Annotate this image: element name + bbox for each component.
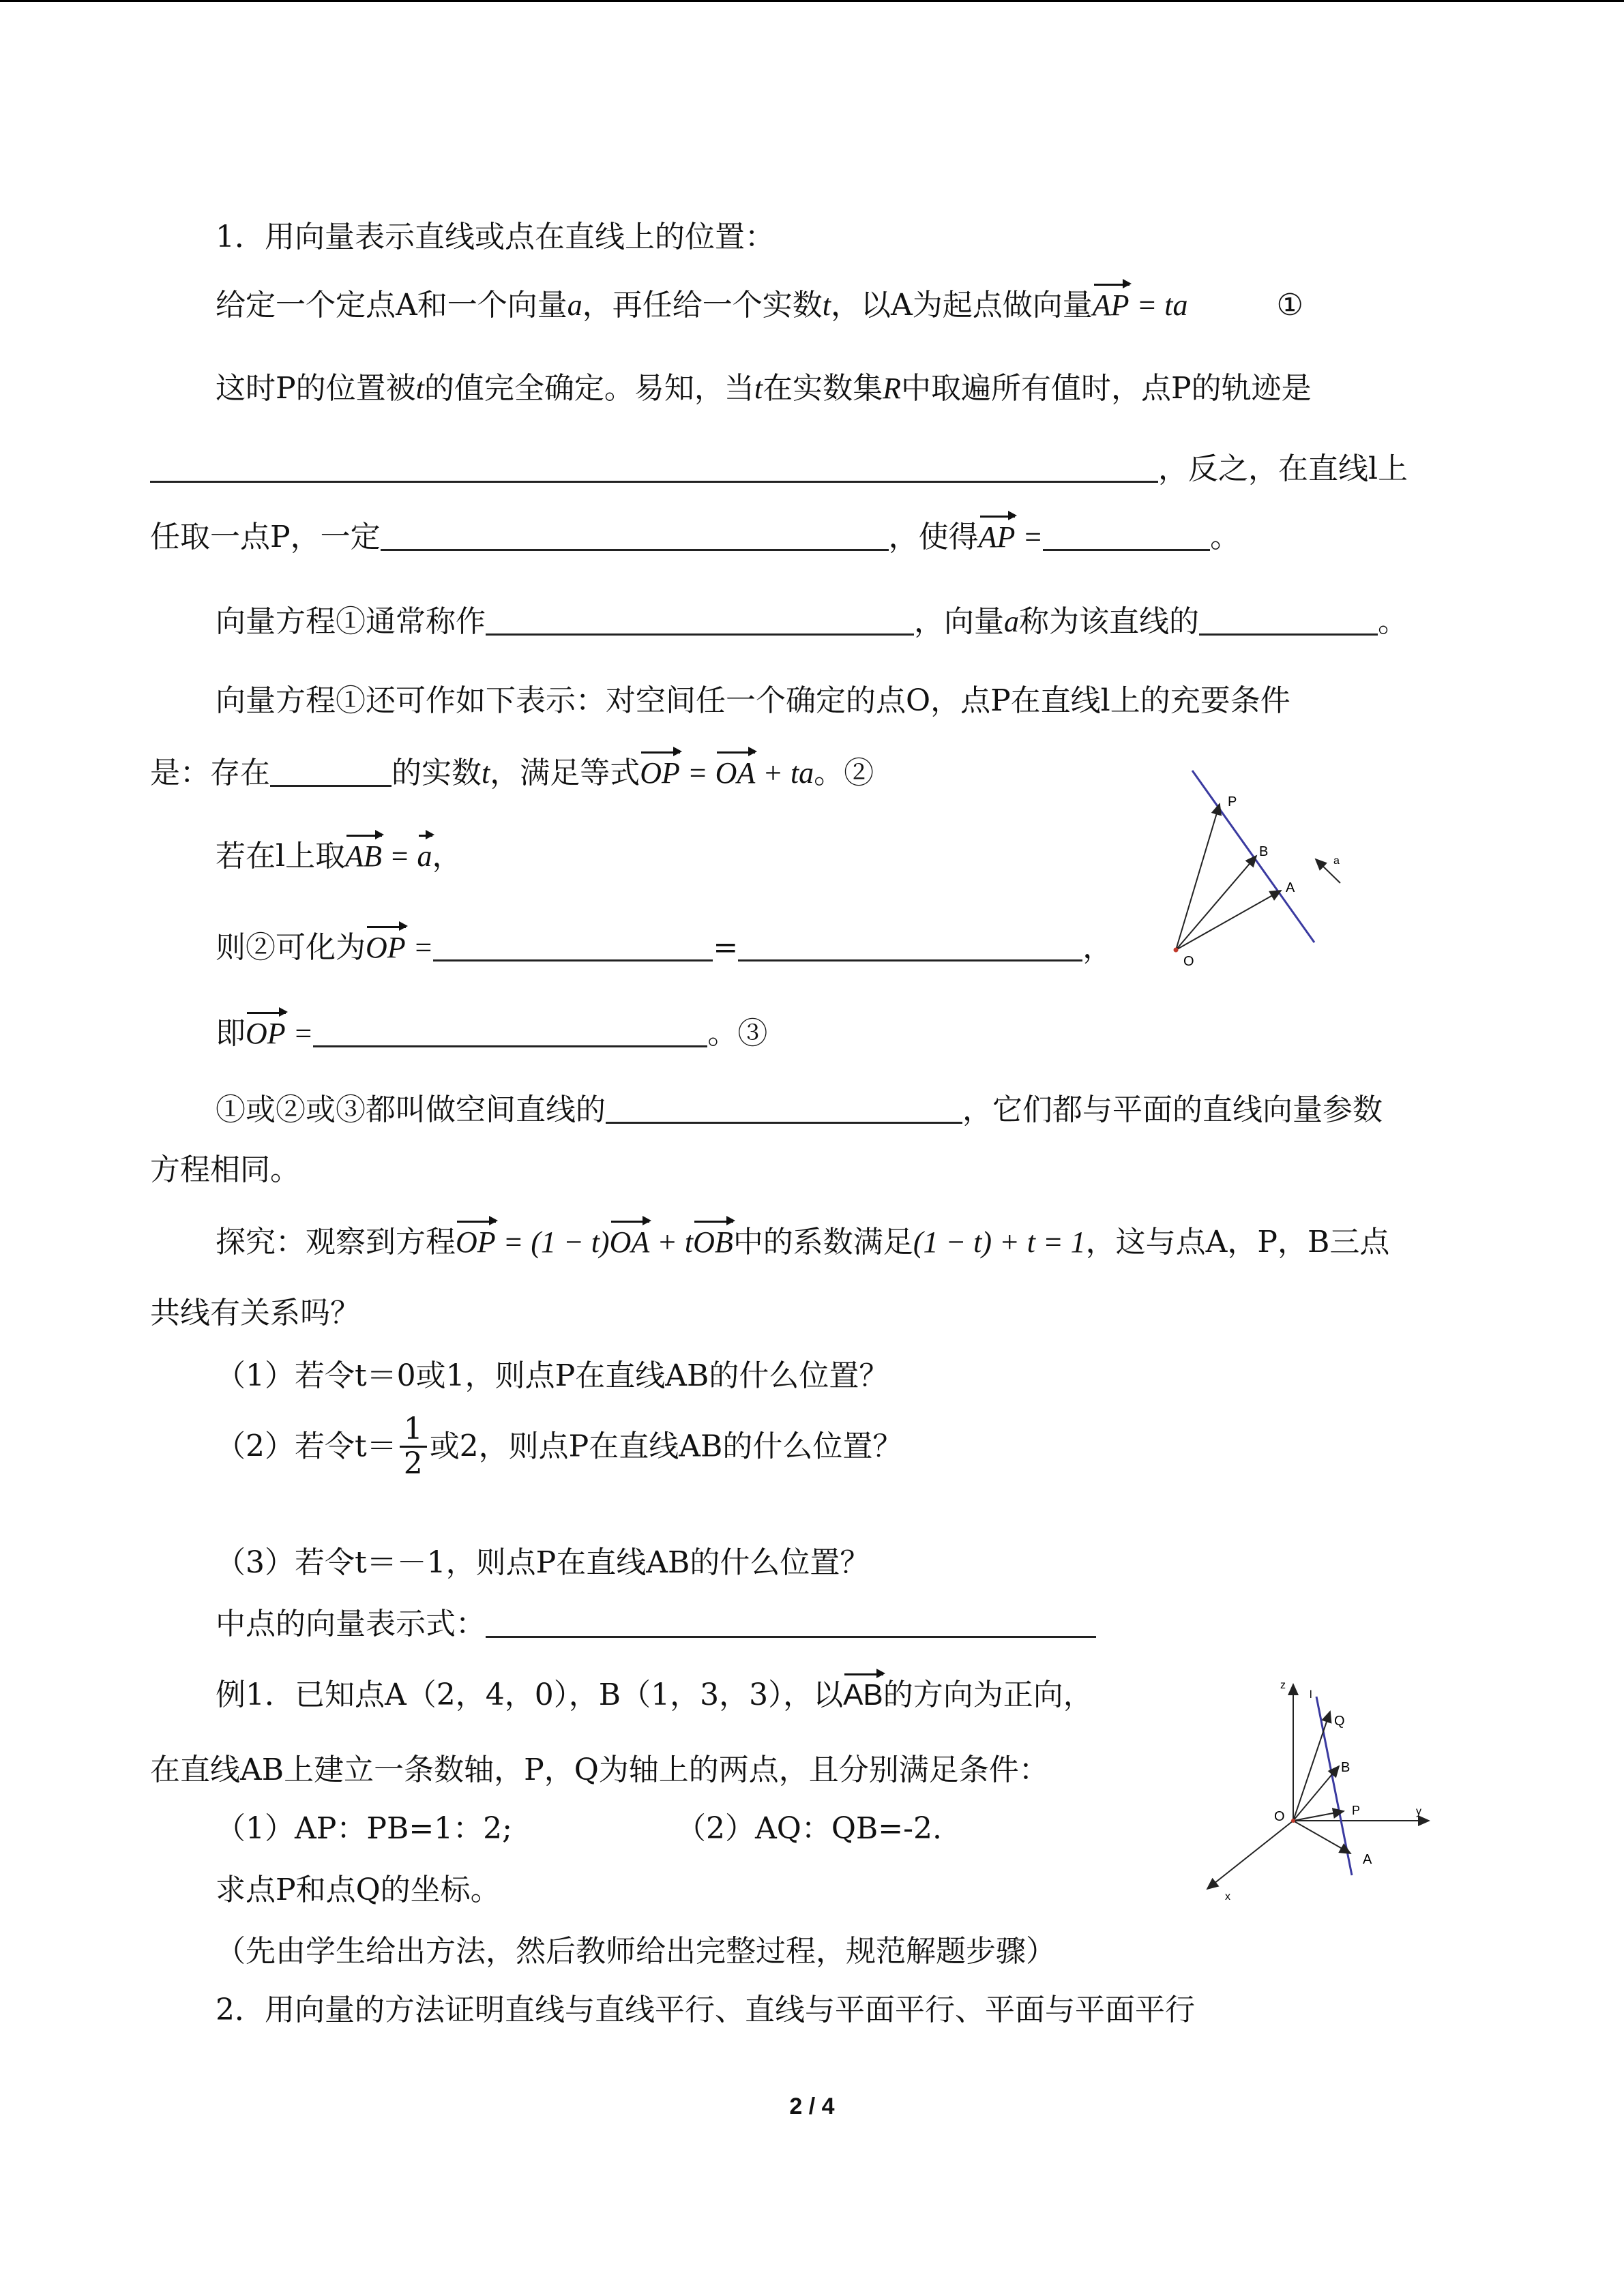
example-line-1: 例1．已知点A（2，4，0），B（1，3，3），以AB的方向为正向， <box>216 1675 1093 1716</box>
label-Q: Q <box>1334 1714 1345 1729</box>
paragraph-line-7: 是：存在 的实数t，满足等式OP = OA + ta。② <box>150 753 874 794</box>
vector-OP: OP <box>366 927 406 968</box>
label-O: O <box>1183 954 1194 969</box>
paragraph-line-2: 这时P的位置被t的值完全确定。易知，当t在实数集R中取遍所有值时，点P的轨迹是 <box>216 371 1312 406</box>
label-x: x <box>1225 1891 1230 1903</box>
paragraph-line-6: 向量方程①还可作如下表示：对空间任一个确定的点O，点P在直线l上的充要条件 <box>216 683 1290 718</box>
question-1: （1）若令t＝0或1，则点P在直线AB的什么位置？ <box>216 1358 889 1393</box>
paragraph-line-12: 方程相同。 <box>150 1152 300 1187</box>
paragraph-line-9: 则②可化为OP = = ， <box>216 927 1112 968</box>
vector-AP: AP <box>979 517 1016 558</box>
vector-OB: OB <box>693 1222 733 1263</box>
blank-equation-name[interactable] <box>486 606 914 636</box>
vector-OA: OA <box>610 1222 650 1263</box>
midpoint-line: 中点的向量表示式： <box>216 1604 1096 1645</box>
paragraph-line-13: 探究：观察到方程OP = (1 − t)OA + tOB中的系数满足(1 − t) + t = 1，这与点A，P，B三点 <box>216 1222 1389 1263</box>
blank-equation-type[interactable] <box>606 1094 962 1124</box>
section1-heading: 1．用向量表示直线或点在直线上的位置： <box>216 220 775 254</box>
label-l: l <box>1310 1689 1312 1701</box>
paragraph-line-4: 任取一点P，一定 ，使得AP = 。 <box>150 517 1240 558</box>
label-B: B <box>1341 1760 1350 1775</box>
label-z: z <box>1280 1680 1286 1691</box>
label-a: a <box>1333 855 1340 867</box>
paragraph-line-5: 向量方程①通常称作 ，向量a称为该直线的 。 <box>216 604 1408 639</box>
paragraph-line-11: ①或②或③都叫做空间直线的 ，它们都与平面的直线向量参数 <box>216 1092 1383 1127</box>
vector-AB: AB <box>345 836 382 877</box>
blank-direction-vector[interactable] <box>1199 606 1378 636</box>
vector-OQ-arrow <box>1293 1712 1330 1821</box>
label-A: A <box>1286 880 1295 895</box>
paragraph-line-14: 共线有关系吗？ <box>150 1296 360 1330</box>
paragraph-line-10: 即OP = 。③ <box>216 1013 767 1054</box>
axis-x <box>1207 1821 1293 1889</box>
label-A: A <box>1363 1852 1372 1867</box>
label-B: B <box>1259 844 1269 859</box>
blank-expr-3[interactable] <box>313 1018 707 1047</box>
paragraph-line-8: 若在l上取AB = a， <box>216 836 462 877</box>
vector-AB: AB <box>843 1675 883 1716</box>
section2-heading: 2．用向量的方法证明直线与直线平行、直线与平面平行、平面与平面平行 <box>216 1993 1195 2027</box>
blank-exists[interactable] <box>381 522 889 551</box>
vector-OP: OP <box>246 1013 286 1054</box>
blank-trajectory[interactable] <box>150 453 1158 483</box>
vector-OB-arrow <box>1176 856 1256 950</box>
page-number: 2 / 4 <box>789 2093 835 2119</box>
paragraph-line-3: ，反之，在直线l上 <box>150 449 1408 490</box>
blank-expr-2[interactable] <box>738 932 1082 961</box>
paragraph-line-1: 给定一个定点A和一个向量a，再任给一个实数t，以A为起点做向量AP = ta ① <box>216 285 1303 326</box>
vector-a: a <box>417 836 432 877</box>
label-y: y <box>1416 1806 1421 1817</box>
question-3: （3）若令t＝－1，则点P在直线AB的什么位置？ <box>216 1545 870 1580</box>
example-line-5: （先由学生给出方法，然后教师给出完整过程，规范解题步骤） <box>216 1934 1056 1969</box>
vector-AP: AP <box>1093 285 1130 326</box>
figure-line-vectors <box>1160 757 1364 982</box>
fraction-one-half: $\frac{1}{2}$ <box>400 1413 427 1480</box>
vector-OB-arrow <box>1293 1766 1339 1821</box>
vector-OA: OA <box>715 753 756 794</box>
point-O <box>1291 1819 1295 1823</box>
example-line-3: （1）AP：PB=1：2; （2）AQ：QB=-2. <box>216 1811 942 1846</box>
top-border <box>0 0 1624 2</box>
vector-OP: OP <box>640 753 680 794</box>
vector-OP-arrow <box>1176 804 1220 950</box>
figure-3d-axes <box>1200 1671 1432 1909</box>
blank-expr-1[interactable] <box>433 932 713 961</box>
blank-AP-value[interactable] <box>1043 522 1210 551</box>
point-O <box>1174 948 1179 953</box>
example-line-4: 求点P和点Q的坐标。 <box>216 1873 501 1907</box>
blank-midpoint[interactable] <box>486 1609 1096 1638</box>
question-2: （2）若令t＝ $\frac{1}{2}$ 或2，则点P在直线AB的什么位置？ <box>216 1412 903 1481</box>
line-l <box>1192 771 1314 942</box>
label-P: P <box>1228 794 1237 809</box>
vector-OP: OP <box>456 1222 496 1263</box>
example-line-2: 在直线AB上建立一条数轴，P，Q为轴上的两点，且分别满足条件： <box>150 1753 1049 1787</box>
label-O: O <box>1274 1809 1285 1824</box>
blank-unique[interactable] <box>270 758 392 787</box>
label-P: P <box>1352 1804 1361 1817</box>
